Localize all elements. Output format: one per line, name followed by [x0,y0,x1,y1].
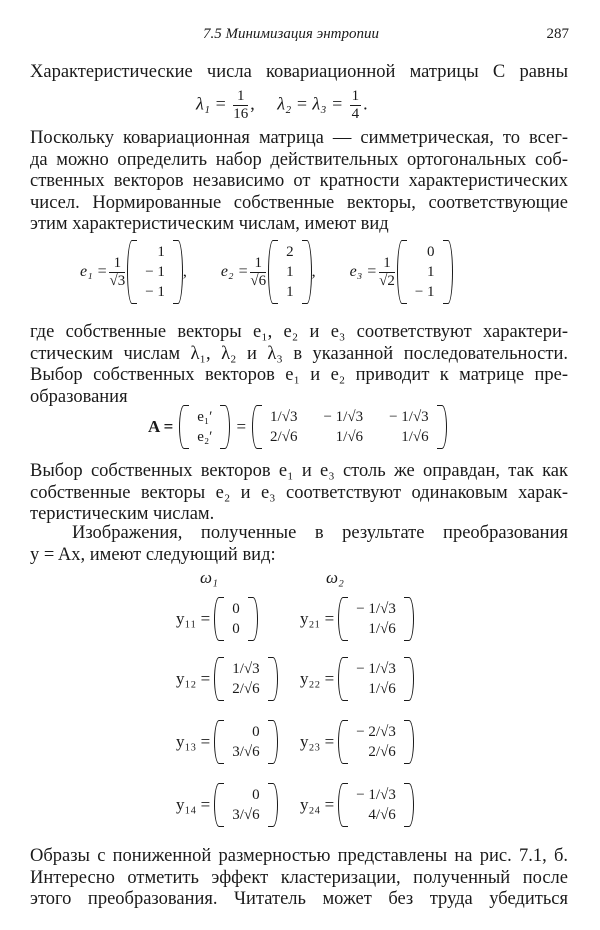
image-y22 [300,657,414,701]
vector-label: e₃ = [349,263,378,280]
image-label: y₂₁ = [300,609,335,628]
vector-entry: − 1 [414,284,435,300]
vector-entry: 2 [286,244,294,260]
text-line: стическим числам λ₁, λ₂ и λ₃ в указанной последовательности. [30,343,568,364]
text-line: да можно определить набор действительных ортогональных соб- [30,149,568,170]
image-y23 [300,720,414,764]
image-vector [338,783,414,827]
image-y24 [300,783,414,827]
fraction-numerator: 1 [351,88,360,104]
column-vector [268,240,312,304]
fraction-denominator: 16 [233,106,249,122]
class-omega2-header: ω₂ [326,568,344,587]
image-vector [338,597,414,641]
right-paren [268,720,278,764]
image-label: y₂₄ = [300,795,335,814]
vector-entry: 1/√6 [368,621,396,637]
vector-entry: − 1/√3 [356,661,396,677]
image-vector [214,783,277,827]
fraction-denominator: √6 [250,272,267,289]
left-paren [338,597,348,641]
left-paren [127,240,137,304]
vector-entry: − 1 [145,264,165,280]
vector-entry: 2/√6 [232,681,260,697]
eigenvector-e1 [80,240,187,304]
comma: , [182,263,187,280]
fraction-denominator: 4 [351,106,360,122]
fraction-numerator: 1 [233,88,248,106]
right-paren [248,597,258,641]
vector-entry: − 1 [145,284,165,300]
image-y13 [176,720,278,764]
image-label: y₂₃ = [300,732,335,751]
matrix-entry: 1/√6 [401,429,429,445]
text-line: собственные векторы e₂ и e₃ соответствуют одинаковым харак- [30,482,568,503]
matrix-entry: 1/√6 [335,429,364,445]
separator: , [250,93,255,114]
vector-entry: 0 [252,787,260,803]
text-line: теристическим числам. [30,504,215,524]
image-vector [214,597,258,641]
vector-label: e₂ = [220,263,249,280]
vector-entry: 1 [157,244,165,260]
normalization-fraction [379,255,395,290]
vector-entry: 3/√6 [232,744,260,760]
left-paren [179,405,189,449]
paragraph-images-intro [30,523,568,566]
paragraph-e1-e3-choice [30,461,568,526]
lambda23-label: λ₂ = λ₃ = [277,93,344,114]
vector-entry: 1 [427,264,435,280]
left-paren [252,405,262,449]
vector-entry: 1 [286,264,294,280]
matrix-lhs: A = [148,417,174,436]
right-paren [268,657,278,701]
fraction-numerator: 1 [379,255,395,273]
eigenvector-e3 [350,240,453,304]
basis-vector-column [179,405,230,449]
image-y14 [176,783,278,827]
text-line: Выбор собственных векторов e₁ и e₂ приводит к матрице пре- [30,365,568,385]
vector-label: e₁ = [80,263,108,280]
left-paren [338,783,348,827]
lambda1-fraction [233,88,248,123]
image-vector [214,657,277,701]
text-line: Поскольку ковариационная матрица — симметрическая, то всег- [30,128,568,148]
right-paren [404,657,414,701]
left-paren [214,597,224,641]
fraction-numerator: 1 [250,255,266,273]
comma: , [311,263,316,280]
text-line: где собственные векторы e₁, e₂ и e₃ соответствуют характери- [30,322,568,342]
matrix-entry: 1/√3 [270,409,298,425]
right-paren [302,240,312,304]
left-paren [338,720,348,764]
text-line: Образы с пониженной размерностью представлены на рис. 7.1, б. [30,846,568,866]
transform-matrix-equation [148,405,447,449]
image-y12 [176,657,278,701]
vector-entry: 3/√6 [232,807,260,823]
right-paren [268,783,278,827]
vector-entry: − 1/√3 [356,787,396,803]
image-vector [338,720,414,764]
paragraph-eigenvalues-intro [30,62,568,84]
right-paren [404,597,414,641]
vector-entry: 1 [286,284,294,300]
matrix-entry: − 1/√3 [323,409,364,425]
left-paren [214,720,224,764]
vector-entry: − 1/√3 [356,601,396,617]
image-vector [338,657,414,701]
text-line: чисел. Нормированные собственные векторы, соответствующие [30,192,568,213]
normalization-fraction [250,255,266,290]
matrix-entry: e₁′ [197,409,213,425]
vector-entry: 0 [427,244,435,260]
right-paren [220,405,230,449]
image-vector [214,720,277,764]
vector-entry: 1/√3 [232,661,260,677]
left-paren [397,240,407,304]
right-paren [443,240,453,304]
right-paren [404,783,414,827]
text-line: Характеристические числа ковариационной матрицы C равны [30,62,568,82]
vector-entry: 0 [252,724,260,740]
text-line: этим характеристическим числам, имеют вид [30,214,389,234]
vector-entry: 1/√6 [368,681,396,697]
text-line: y = Ax, имеют следующий вид: [30,544,276,565]
class-omega1-header: ω₁ [200,568,218,587]
normalization-fraction [109,255,125,290]
vector-entry: 0 [232,621,240,637]
matrix-A [252,405,447,449]
paragraph-reduced-images [30,846,568,911]
image-label: y₁₁ = [176,609,211,628]
eigenvectors-equation [80,240,453,304]
image-label: y₁₂ = [176,669,211,688]
right-paren [173,240,183,304]
left-paren [214,783,224,827]
left-paren [214,657,224,701]
right-paren [404,720,414,764]
image-y21 [300,597,414,641]
text-line: Изображения, полученные в результате преобразования [72,523,568,543]
period: . [363,93,368,114]
matrix-entry: − 1/√3 [389,409,429,425]
vector-entry: − 2/√3 [356,724,396,740]
matrix-entry: e₂′ [197,429,213,445]
fraction-denominator: √2 [379,272,395,289]
lambda1-label: λ₁ = [196,93,227,114]
right-paren [437,405,447,449]
text-line: Интересно отметить эффект кластеризации, полученный после [30,867,568,888]
equals-sign: = [236,417,247,436]
text-line: образования [30,386,128,407]
page-header [0,26,600,48]
eigenvalues-equation [196,88,368,123]
paragraph-symmetric [30,128,568,236]
vector-entry: 0 [232,601,240,617]
text-line: Выбор собственных векторов e₁ и e₃ столь же оправдан, так как [30,461,568,481]
page-number: 287 [546,26,569,42]
column-vector [397,240,453,304]
text-line: этого преобразования. Читатель может без труда убедиться [30,889,568,909]
paragraph-eigenvector-choice [30,322,568,408]
matrix-entry: 2/√6 [270,429,298,445]
lambda23-fraction [350,88,362,123]
image-label: y₁₄ = [176,795,211,814]
left-paren [338,657,348,701]
fraction-numerator: 1 [109,255,125,273]
vector-entry: 4/√6 [368,807,396,823]
running-title: 7.5 Минимизация энтропии [203,26,379,42]
image-y11 [176,597,258,641]
left-paren [268,240,278,304]
fraction-denominator: √3 [109,272,126,289]
image-label: y₂₂ = [300,669,335,688]
column-vector [127,240,183,304]
image-label: y₁₃ = [176,732,211,751]
vector-entry: 2/√6 [368,744,396,760]
text-line: ственных векторов независимо от кратности характеристических [30,171,568,191]
eigenvector-e2 [221,240,316,304]
